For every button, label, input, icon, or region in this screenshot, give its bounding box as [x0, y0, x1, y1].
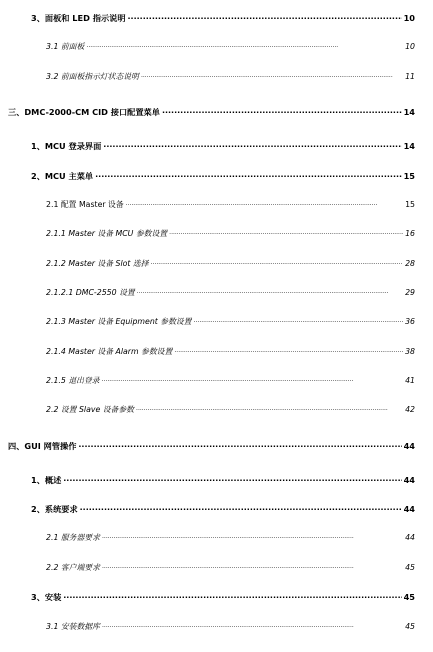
toc-dot-leader — [174, 346, 403, 360]
toc-entry[interactable] — [31, 502, 415, 516]
toc-dot-leader — [95, 170, 401, 184]
toc-entry[interactable] — [46, 620, 415, 634]
toc-entry[interactable] — [31, 169, 415, 183]
toc-entry-page: 14 — [403, 141, 415, 151]
toc-entry-page: 11 — [405, 72, 415, 81]
toc-entry[interactable] — [46, 531, 415, 545]
toc-dot-leader — [86, 41, 403, 55]
toc-dot-leader — [137, 287, 403, 301]
toc-entry-label: 1、MCU 登录界面 — [31, 141, 102, 151]
toc-entry-page: 15 — [405, 200, 415, 209]
toc-entry-label: 3、安装 — [31, 592, 62, 602]
toc-entry[interactable] — [46, 286, 415, 300]
toc-entry-page: 15 — [403, 171, 415, 181]
toc-entry-label: 2.2 设置 Slave 设备参数 — [46, 405, 134, 414]
toc-entry[interactable] — [31, 473, 415, 487]
toc-entry-label: 3、面板和 LED 指示说明 — [31, 13, 126, 23]
toc-entry-page: 44 — [405, 533, 415, 542]
toc-entry-page: 45 — [405, 622, 415, 631]
toc-entry[interactable] — [46, 198, 415, 212]
toc-entry-page: 29 — [405, 288, 415, 297]
toc-dot-leader — [102, 532, 403, 546]
toc-entry-label: 2.1.2 Master 设备 Slot 选择 — [46, 259, 149, 268]
toc-entry-label: 3.1 前面板 — [46, 42, 85, 51]
toc-dot-leader — [63, 474, 401, 488]
toc-entry-page: 44 — [403, 475, 415, 485]
toc-entry[interactable] — [46, 257, 415, 271]
toc-entry-page: 44 — [403, 504, 415, 514]
toc-entry-label: 2.1 配置 Master 设备 — [46, 200, 124, 209]
toc-dot-leader — [151, 258, 404, 272]
toc-entry-label: 四、GUI 网管操作 — [8, 441, 77, 451]
toc-entry-page: 28 — [405, 259, 415, 268]
toc-dot-leader — [102, 621, 403, 635]
toc-dot-leader — [193, 316, 403, 330]
toc-entry[interactable] — [8, 105, 415, 119]
toc-entry[interactable] — [31, 139, 415, 153]
toc-entry-page: 42 — [405, 405, 415, 414]
toc-entry[interactable] — [46, 70, 415, 84]
toc-dot-leader — [102, 562, 403, 576]
toc-entry-label: 3.1 安装数据库 — [46, 622, 100, 631]
toc-entry-label: 2.1.5 退出登录 — [46, 376, 100, 385]
toc-dot-leader — [169, 228, 403, 242]
toc-dot-leader — [141, 71, 403, 85]
toc-entry-label: 1、概述 — [31, 475, 62, 485]
toc-entry[interactable] — [46, 227, 415, 241]
toc-entry-label: 3.2 前面板指示灯状态说明 — [46, 72, 139, 81]
toc-entry[interactable] — [31, 11, 415, 25]
toc-entry-page: 10 — [405, 42, 415, 51]
toc-entry-page: 44 — [403, 441, 415, 451]
toc-dot-leader — [103, 140, 401, 154]
toc-entry-page: 16 — [405, 229, 415, 238]
toc-entry[interactable] — [46, 315, 415, 329]
toc-entry-page: 38 — [405, 347, 415, 356]
toc-entry[interactable] — [31, 590, 415, 604]
toc-entry-page: 45 — [403, 592, 415, 602]
toc-entry-page: 10 — [403, 13, 415, 23]
toc-dot-leader — [126, 199, 403, 213]
toc-entry-label: 2、MCU 主菜单 — [31, 171, 94, 181]
toc-dot-leader — [78, 440, 401, 454]
toc-entry[interactable] — [8, 439, 415, 453]
toc-entry-page: 36 — [405, 317, 415, 326]
toc-dot-leader — [80, 503, 402, 517]
toc-dot-leader — [63, 591, 401, 605]
toc-dot-leader — [102, 375, 404, 389]
toc-entry[interactable] — [46, 40, 415, 54]
toc-entry[interactable] — [46, 403, 415, 417]
toc-entry-label: 2.1.3 Master 设备 Equipment 参数设置 — [46, 317, 192, 326]
toc-entry-page: 14 — [403, 107, 415, 117]
toc-entry-label: 2.1 服务器要求 — [46, 533, 100, 542]
toc-dot-leader — [162, 106, 402, 120]
toc-entry-label: 2、系统要求 — [31, 504, 78, 514]
toc-entry-label: 2.1.1 Master 设备 MCU 参数设置 — [46, 229, 168, 238]
toc-entry-page: 41 — [405, 376, 415, 385]
toc-dot-leader — [128, 12, 402, 26]
toc-entry[interactable] — [46, 374, 415, 388]
toc-entry[interactable] — [46, 561, 415, 575]
toc-entry-label: 2.1.4 Master 设备 Alarm 参数设置 — [46, 347, 173, 356]
toc-entry-label: 三、DMC-2000-CM CID 接口配置菜单 — [8, 107, 160, 117]
toc-entry[interactable] — [46, 345, 415, 359]
toc-entry-label: 2.1.2.1 DMC-2550 设置 — [46, 288, 135, 297]
toc-dot-leader — [136, 404, 403, 418]
toc-entry-page: 45 — [405, 563, 415, 572]
toc-entry-label: 2.2 客户端要求 — [46, 563, 100, 572]
